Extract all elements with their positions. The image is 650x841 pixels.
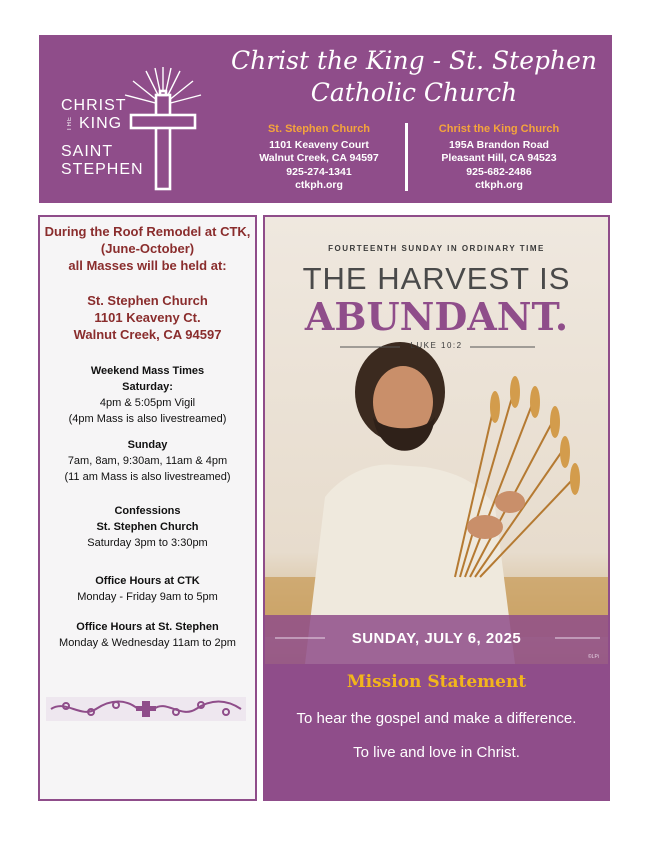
mission-line-2: To live and love in Christ. <box>353 744 520 761</box>
sunday-times: 7am, 8am, 9:30am, 11am & 4pm <box>67 455 228 467</box>
ctk-name: Christ the King Church <box>438 123 560 135</box>
poster-credit: ©LPi <box>588 654 599 660</box>
poster-date: SUNDAY, JULY 6, 2025 <box>351 630 522 647</box>
mission-statement-box <box>263 666 610 801</box>
ctk-phone: 925-682-2486 <box>466 165 532 178</box>
location-city: Walnut Creek, CA 94597 <box>73 327 222 342</box>
logo-stephen-text: STEPHEN <box>61 161 144 178</box>
st-stephen-address: 1101 Keaveny Court <box>269 138 369 151</box>
sunday-poster <box>263 215 610 666</box>
office-ctk-time: Monday - Friday 9am to 5pm <box>77 591 218 603</box>
office-hours-st-stephen <box>40 619 255 651</box>
logo-the-text: THE <box>67 116 73 132</box>
ctk-contact <box>414 123 584 193</box>
confessions-info <box>40 503 255 551</box>
office-ss-title: Office Hours at St. Stephen <box>76 621 219 633</box>
mission-line-1: To hear the gospel and make a difference. <box>296 710 577 727</box>
location-church: St. Stephen Church <box>87 293 208 308</box>
logo-wordmark <box>61 97 144 179</box>
confessions-title: Confessions <box>114 505 181 517</box>
notice-line-3: all Masses will be held at: <box>68 258 227 273</box>
church-title <box>219 45 609 109</box>
ctk-address: 195A Brandon Road <box>449 138 549 151</box>
remodel-notice <box>40 223 255 274</box>
logo-king-text: KING <box>79 115 123 132</box>
title-line-1: Christ the King - St. Stephen <box>230 46 598 75</box>
location-street: 1101 Keaveny Ct. <box>94 310 201 325</box>
poster-kicker: FOURTEENTH SUNDAY IN ORDINARY TIME <box>328 244 545 253</box>
sunday-mass-times <box>40 437 255 485</box>
logo-christ-text: CHRIST <box>61 97 127 114</box>
header-divider <box>405 123 408 191</box>
st-stephen-name: St. Stephen Church <box>267 123 371 135</box>
confessions-place: St. Stephen Church <box>96 521 199 533</box>
saturday-times: 4pm & 5:05pm Vigil <box>99 397 196 409</box>
mass-schedule-panel <box>38 215 257 801</box>
saturday-title: Saturday: <box>122 381 173 393</box>
mission-title: Mission Statement <box>346 672 527 692</box>
office-hours-ctk <box>40 573 255 605</box>
st-stephen-web[interactable]: ctkph.org <box>295 179 343 191</box>
logo-saint-text: SAINT <box>61 143 114 160</box>
poster-headline-1: THE HARVEST IS <box>302 261 571 296</box>
poster-reference: LUKE 10:2 <box>410 341 463 350</box>
confessions-time: Saturday 3pm to 3:30pm <box>87 537 208 549</box>
mass-location <box>40 292 255 343</box>
sunday-note: (11 am Mass is also livestreamed) <box>64 471 231 483</box>
weekend-mass-times <box>40 363 255 427</box>
ctk-web[interactable]: ctkph.org <box>475 179 523 191</box>
office-ss-time: Monday & Wednesday 11am to 2pm <box>59 637 236 649</box>
weekend-title: Weekend Mass Times <box>90 365 205 377</box>
st-stephen-contact <box>234 123 404 193</box>
st-stephen-city: Walnut Creek, CA 94597 <box>259 152 379 164</box>
notice-line-1: During the Roof Remodel at CTK, <box>44 224 251 239</box>
saturday-note: (4pm Mass is also livestreamed) <box>68 413 227 425</box>
decorative-ornament <box>46 697 246 721</box>
sunday-title: Sunday <box>127 439 168 451</box>
office-ctk-title: Office Hours at CTK <box>95 575 200 587</box>
poster-headline-2: ABUNDANT. <box>304 294 569 339</box>
st-stephen-phone: 925-274-1341 <box>286 165 352 178</box>
title-line-2: Catholic Church <box>310 78 518 107</box>
header-banner <box>39 35 612 203</box>
notice-line-2: (June-October) <box>100 241 195 256</box>
ctk-city: Pleasant Hill, CA 94523 <box>441 152 557 164</box>
